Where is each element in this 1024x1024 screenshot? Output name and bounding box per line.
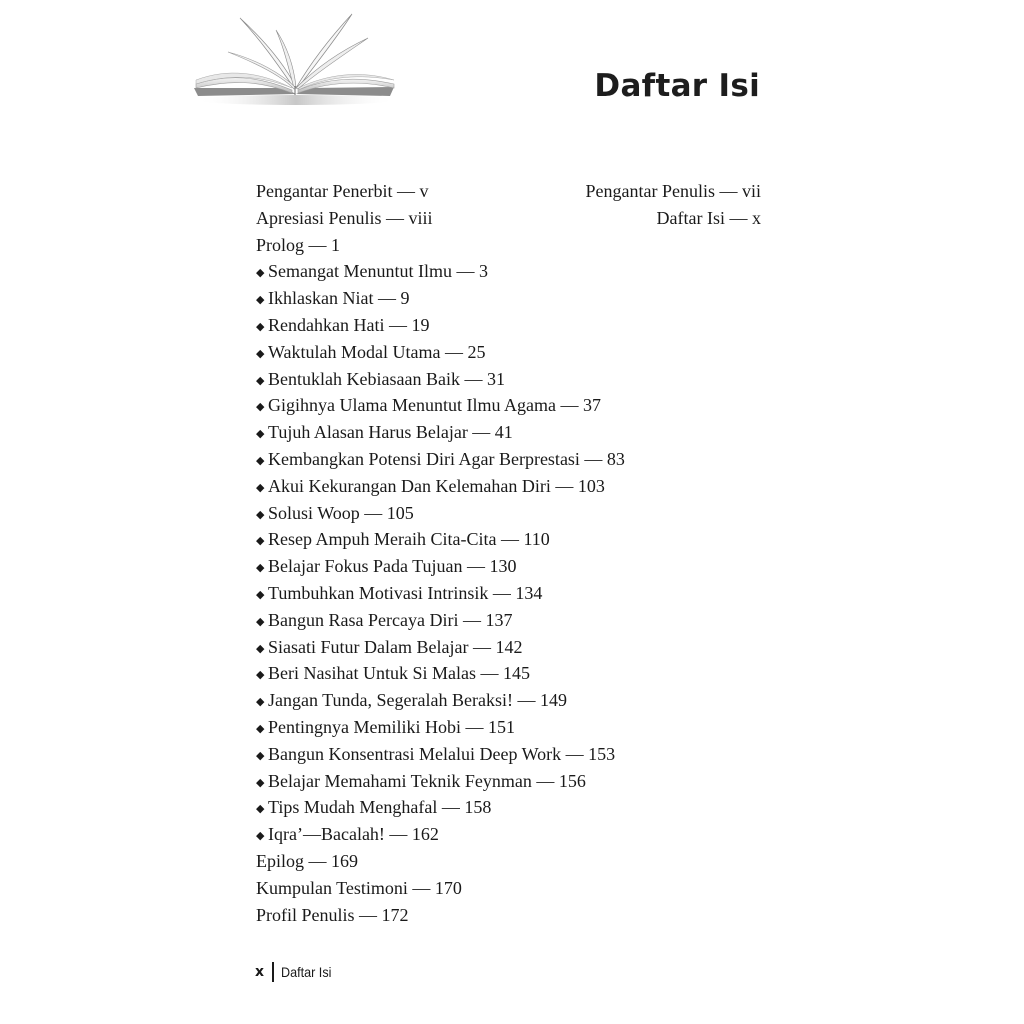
- toc-chapter-label: Jangan Tunda, Segeralah Beraksi! — 149: [268, 690, 567, 711]
- toc-chapter-item[interactable]: [256, 526, 761, 553]
- toc-chapter-item[interactable]: [256, 553, 761, 580]
- toc-chapter-label: Akui Kekurangan Dan Kelemahan Diri — 103: [268, 475, 605, 496]
- toc-chapter-item[interactable]: [256, 392, 761, 419]
- toc-chapter-item[interactable]: [256, 687, 761, 714]
- toc-chapter-label: Tips Mudah Menghafal — 158: [268, 797, 492, 818]
- toc-chapter-label: Kembangkan Potensi Diri Agar Berprestasi — 83: [268, 448, 625, 469]
- toc-chapter-item[interactable]: [256, 634, 761, 661]
- toc-chapter-item[interactable]: [256, 366, 761, 393]
- toc-chapter-label: Gigihnya Ulama Menuntut Ilmu Agama — 37: [268, 395, 601, 416]
- toc-chapter-label: Belajar Memahami Teknik Feynman — 156: [268, 770, 586, 791]
- toc-chapter-item[interactable]: [256, 607, 761, 634]
- toc-chapter-label: Bentuklah Kebiasaan Baik — 31: [268, 368, 505, 389]
- toc-chapter-label: Iqra’—Bacalah! — 162: [268, 824, 439, 845]
- diamond-bullet-icon: ◆: [256, 267, 265, 280]
- toc-chapter-item[interactable]: [256, 741, 761, 768]
- toc-entry-prolog[interactable]: Prolog — 1: [256, 234, 341, 255]
- diamond-bullet-icon: ◆: [256, 428, 265, 441]
- open-book-icon: [188, 8, 403, 108]
- diamond-bullet-icon: ◆: [256, 803, 265, 816]
- toc-chapter-item[interactable]: [256, 312, 761, 339]
- toc-entry-apresiasi-penulis[interactable]: Apresiasi Penulis — viii: [256, 207, 433, 228]
- toc-chapter-label: Bangun Rasa Percaya Diri — 137: [268, 609, 513, 630]
- table-of-contents: [256, 178, 761, 928]
- toc-entry-epilog[interactable]: Epilog — 169: [256, 850, 358, 871]
- diamond-bullet-icon: ◆: [256, 696, 265, 709]
- toc-chapter-label: Ikhlaskan Niat — 9: [268, 288, 410, 309]
- toc-chapter-label: Tujuh Alasan Harus Belajar — 41: [268, 422, 513, 443]
- diamond-bullet-icon: ◆: [256, 749, 265, 762]
- toc-chapter-item[interactable]: [256, 473, 761, 500]
- toc-front-matter-row: [256, 178, 761, 205]
- toc-entry-pengantar-penulis[interactable]: Pengantar Penulis — vii: [585, 181, 761, 201]
- toc-entry-profil-penulis[interactable]: Profil Penulis — 172: [256, 904, 409, 925]
- toc-chapter-label: Siasati Futur Dalam Belajar — 142: [268, 636, 523, 657]
- toc-chapter-item[interactable]: [256, 794, 761, 821]
- diamond-bullet-icon: ◆: [256, 347, 265, 360]
- diamond-bullet-icon: ◆: [256, 374, 265, 387]
- diamond-bullet-icon: ◆: [256, 642, 265, 655]
- diamond-bullet-icon: ◆: [256, 669, 265, 682]
- toc-chapter-item[interactable]: [256, 768, 761, 795]
- page-number: x: [255, 964, 265, 980]
- toc-chapter-item[interactable]: [256, 258, 761, 285]
- diamond-bullet-icon: ◆: [256, 722, 265, 735]
- toc-chapter-label: Tumbuhkan Motivasi Intrinsik — 134: [268, 582, 543, 603]
- toc-chapter-label: Pentingnya Memiliki Hobi — 151: [268, 716, 515, 737]
- diamond-bullet-icon: ◆: [256, 481, 265, 494]
- diamond-bullet-icon: ◆: [256, 320, 265, 333]
- running-title: Daftar Isi: [280, 964, 331, 980]
- toc-chapter-list: [256, 258, 761, 848]
- toc-front-matter-row: [256, 205, 761, 232]
- diamond-bullet-icon: ◆: [256, 294, 265, 307]
- toc-chapter-label: Waktulah Modal Utama — 25: [268, 341, 486, 362]
- toc-entry-kumpulan-testimoni[interactable]: Kumpulan Testimoni — 170: [256, 877, 462, 898]
- toc-chapter-item[interactable]: [256, 500, 761, 527]
- toc-chapter-label: Semangat Menuntut Ilmu — 3: [268, 261, 488, 282]
- footer-divider: [272, 962, 274, 982]
- toc-chapter-item[interactable]: [256, 285, 761, 312]
- toc-chapter-label: Resep Ampuh Meraih Cita-Cita — 110: [268, 529, 550, 550]
- diamond-bullet-icon: ◆: [256, 562, 265, 575]
- toc-chapter-item[interactable]: [256, 339, 761, 366]
- toc-chapter-item[interactable]: [256, 580, 761, 607]
- toc-chapter-label: Rendahkan Hati — 19: [268, 314, 430, 335]
- toc-entry-pengantar-penerbit[interactable]: Pengantar Penerbit — v: [256, 181, 429, 201]
- diamond-bullet-icon: ◆: [256, 401, 265, 414]
- toc-chapter-item[interactable]: [256, 714, 761, 741]
- toc-entry-daftar-isi[interactable]: Daftar Isi — x: [656, 207, 761, 228]
- toc-chapter-item[interactable]: [256, 446, 761, 473]
- toc-chapter-item[interactable]: [256, 660, 761, 687]
- diamond-bullet-icon: ◆: [256, 830, 265, 843]
- toc-chapter-label: Belajar Fokus Pada Tujuan — 130: [268, 556, 517, 577]
- diamond-bullet-icon: ◆: [256, 776, 265, 789]
- diamond-bullet-icon: ◆: [256, 535, 265, 548]
- toc-chapter-label: Beri Nasihat Untuk Si Malas — 145: [268, 663, 530, 684]
- toc-chapter-item[interactable]: [256, 821, 761, 848]
- diamond-bullet-icon: ◆: [256, 615, 265, 628]
- diamond-bullet-icon: ◆: [256, 588, 265, 601]
- diamond-bullet-icon: ◆: [256, 454, 265, 467]
- page-footer: [255, 962, 337, 982]
- page-title: Daftar Isi: [594, 68, 760, 104]
- diamond-bullet-icon: ◆: [256, 508, 265, 521]
- toc-chapter-label: Bangun Konsentrasi Melalui Deep Work — 153: [268, 743, 616, 764]
- toc-chapter-label: Solusi Woop — 105: [268, 502, 414, 523]
- toc-chapter-item[interactable]: [256, 419, 761, 446]
